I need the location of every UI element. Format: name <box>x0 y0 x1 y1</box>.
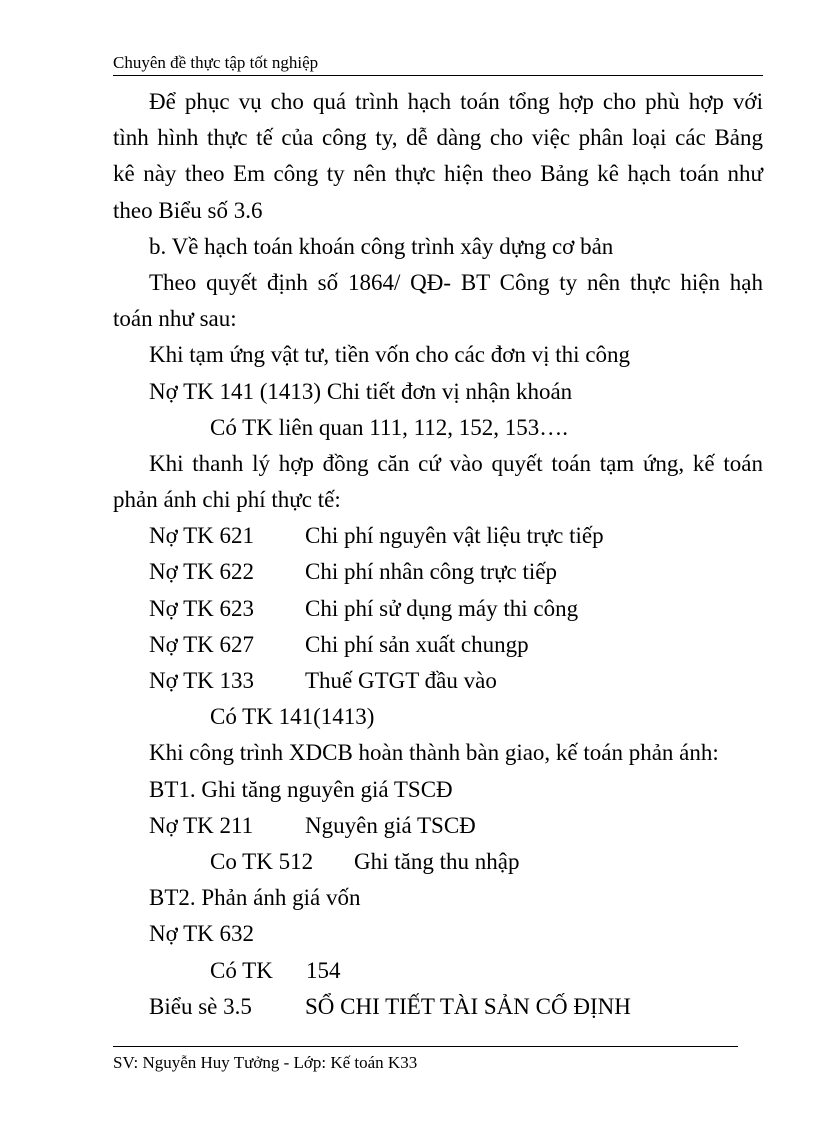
header-title: Chuyên đề thực tập tốt nghiệp <box>113 53 319 72</box>
page-content <box>113 84 763 1025</box>
paragraph-line: BT2. Phản ánh giá vốn <box>149 885 361 911</box>
footer-text: SV: Nguyễn Huy Tưởng - Lớp: Kế toán K33 <box>113 1053 418 1072</box>
section-heading: b. Về hạch toán khoán công trình xây dựng cơ bản <box>149 233 614 259</box>
paragraph-line: Khi tạm ứng vật tư, tiền vốn cho các đơn vị thi công <box>149 342 631 368</box>
table-caption <box>113 989 763 1025</box>
page-footer <box>113 1046 738 1074</box>
entry-row <box>113 627 763 663</box>
entry-row <box>113 554 763 590</box>
entry-desc: Chi phí nguyên vật liệu trực tiếp <box>305 523 604 549</box>
entry-line: Nợ TK 141 (1413) Chi tiết đơn vị nhận khoán <box>149 378 573 404</box>
entry-desc: Ghi tăng thu nhập <box>354 848 520 874</box>
paragraph-line: Khi công trình XDCB hoàn thành bàn giao, kế toán phản ánh: <box>149 740 719 766</box>
entry-account: Nợ TK 622 <box>149 559 255 585</box>
paragraph-line: theo Biểu số 3.6 <box>113 197 263 223</box>
entry-line: Có TK liên quan 111, 112, 152, 153…. <box>210 414 568 440</box>
entry-desc: Thuế GTGT đầu vào <box>305 668 497 693</box>
entry-account: Có TK <box>210 957 273 983</box>
entry-account: Nợ TK 627 <box>149 631 255 657</box>
entry-row <box>113 518 763 554</box>
paragraph-line: toán như sau: <box>113 306 237 332</box>
entry-desc: Chi phí nhân công trực tiếp <box>305 559 558 585</box>
paragraph-line: tình hình thực tế của công ty, dễ dàng cho việc phân loại các Bảng <box>113 125 763 151</box>
caption-title: SỔ CHI TIẾT TÀI SẢN CỐ ĐỊNH <box>305 993 631 1019</box>
entry-row <box>113 591 763 627</box>
entry-desc: 154 <box>306 957 341 983</box>
entry-row <box>113 953 763 989</box>
entry-account: Nợ TK 621 <box>149 523 255 549</box>
entry-account: Co TK 512 <box>210 848 314 874</box>
entry-account: Nợ TK 133 <box>149 668 255 693</box>
entry-row <box>113 844 763 880</box>
entry-account: Nợ TK 211 <box>149 812 254 838</box>
paragraph-line: BT1. Ghi tăng nguyên giá TSCĐ <box>149 776 453 802</box>
paragraph-line: phản ánh chi phí thực tế: <box>113 487 341 513</box>
entry-row <box>113 808 763 844</box>
paragraph-line: Khi thanh lý hợp đồng căn cứ vào quyết toán tạm ứng, kế toán <box>149 450 763 476</box>
entry-row <box>113 663 763 699</box>
paragraph-line: kê này theo Em công ty nên thực hiện theo Bảng kê hạch toán như <box>113 161 763 187</box>
page-header <box>113 52 763 76</box>
entry-desc: Chi phí sử dụng máy thi công <box>305 595 579 621</box>
entry-line: Nợ TK 632 <box>149 921 255 947</box>
paragraph-line: Để phục vụ cho quá trình hạch toán tổng hợp cho phù hợp với <box>149 89 763 114</box>
entry-account: Nợ TK 623 <box>149 595 255 621</box>
caption-label: Biểu sè 3.5 <box>149 993 252 1019</box>
entry-desc: Chi phí sản xuất chungp <box>305 631 529 657</box>
entry-line: Có TK 141(1413) <box>210 704 375 730</box>
paragraph-line: Theo quyết định số 1864/ QĐ- BT Công ty nên thực hiện hạh <box>149 269 763 295</box>
entry-desc: Nguyên giá TSCĐ <box>305 812 476 838</box>
